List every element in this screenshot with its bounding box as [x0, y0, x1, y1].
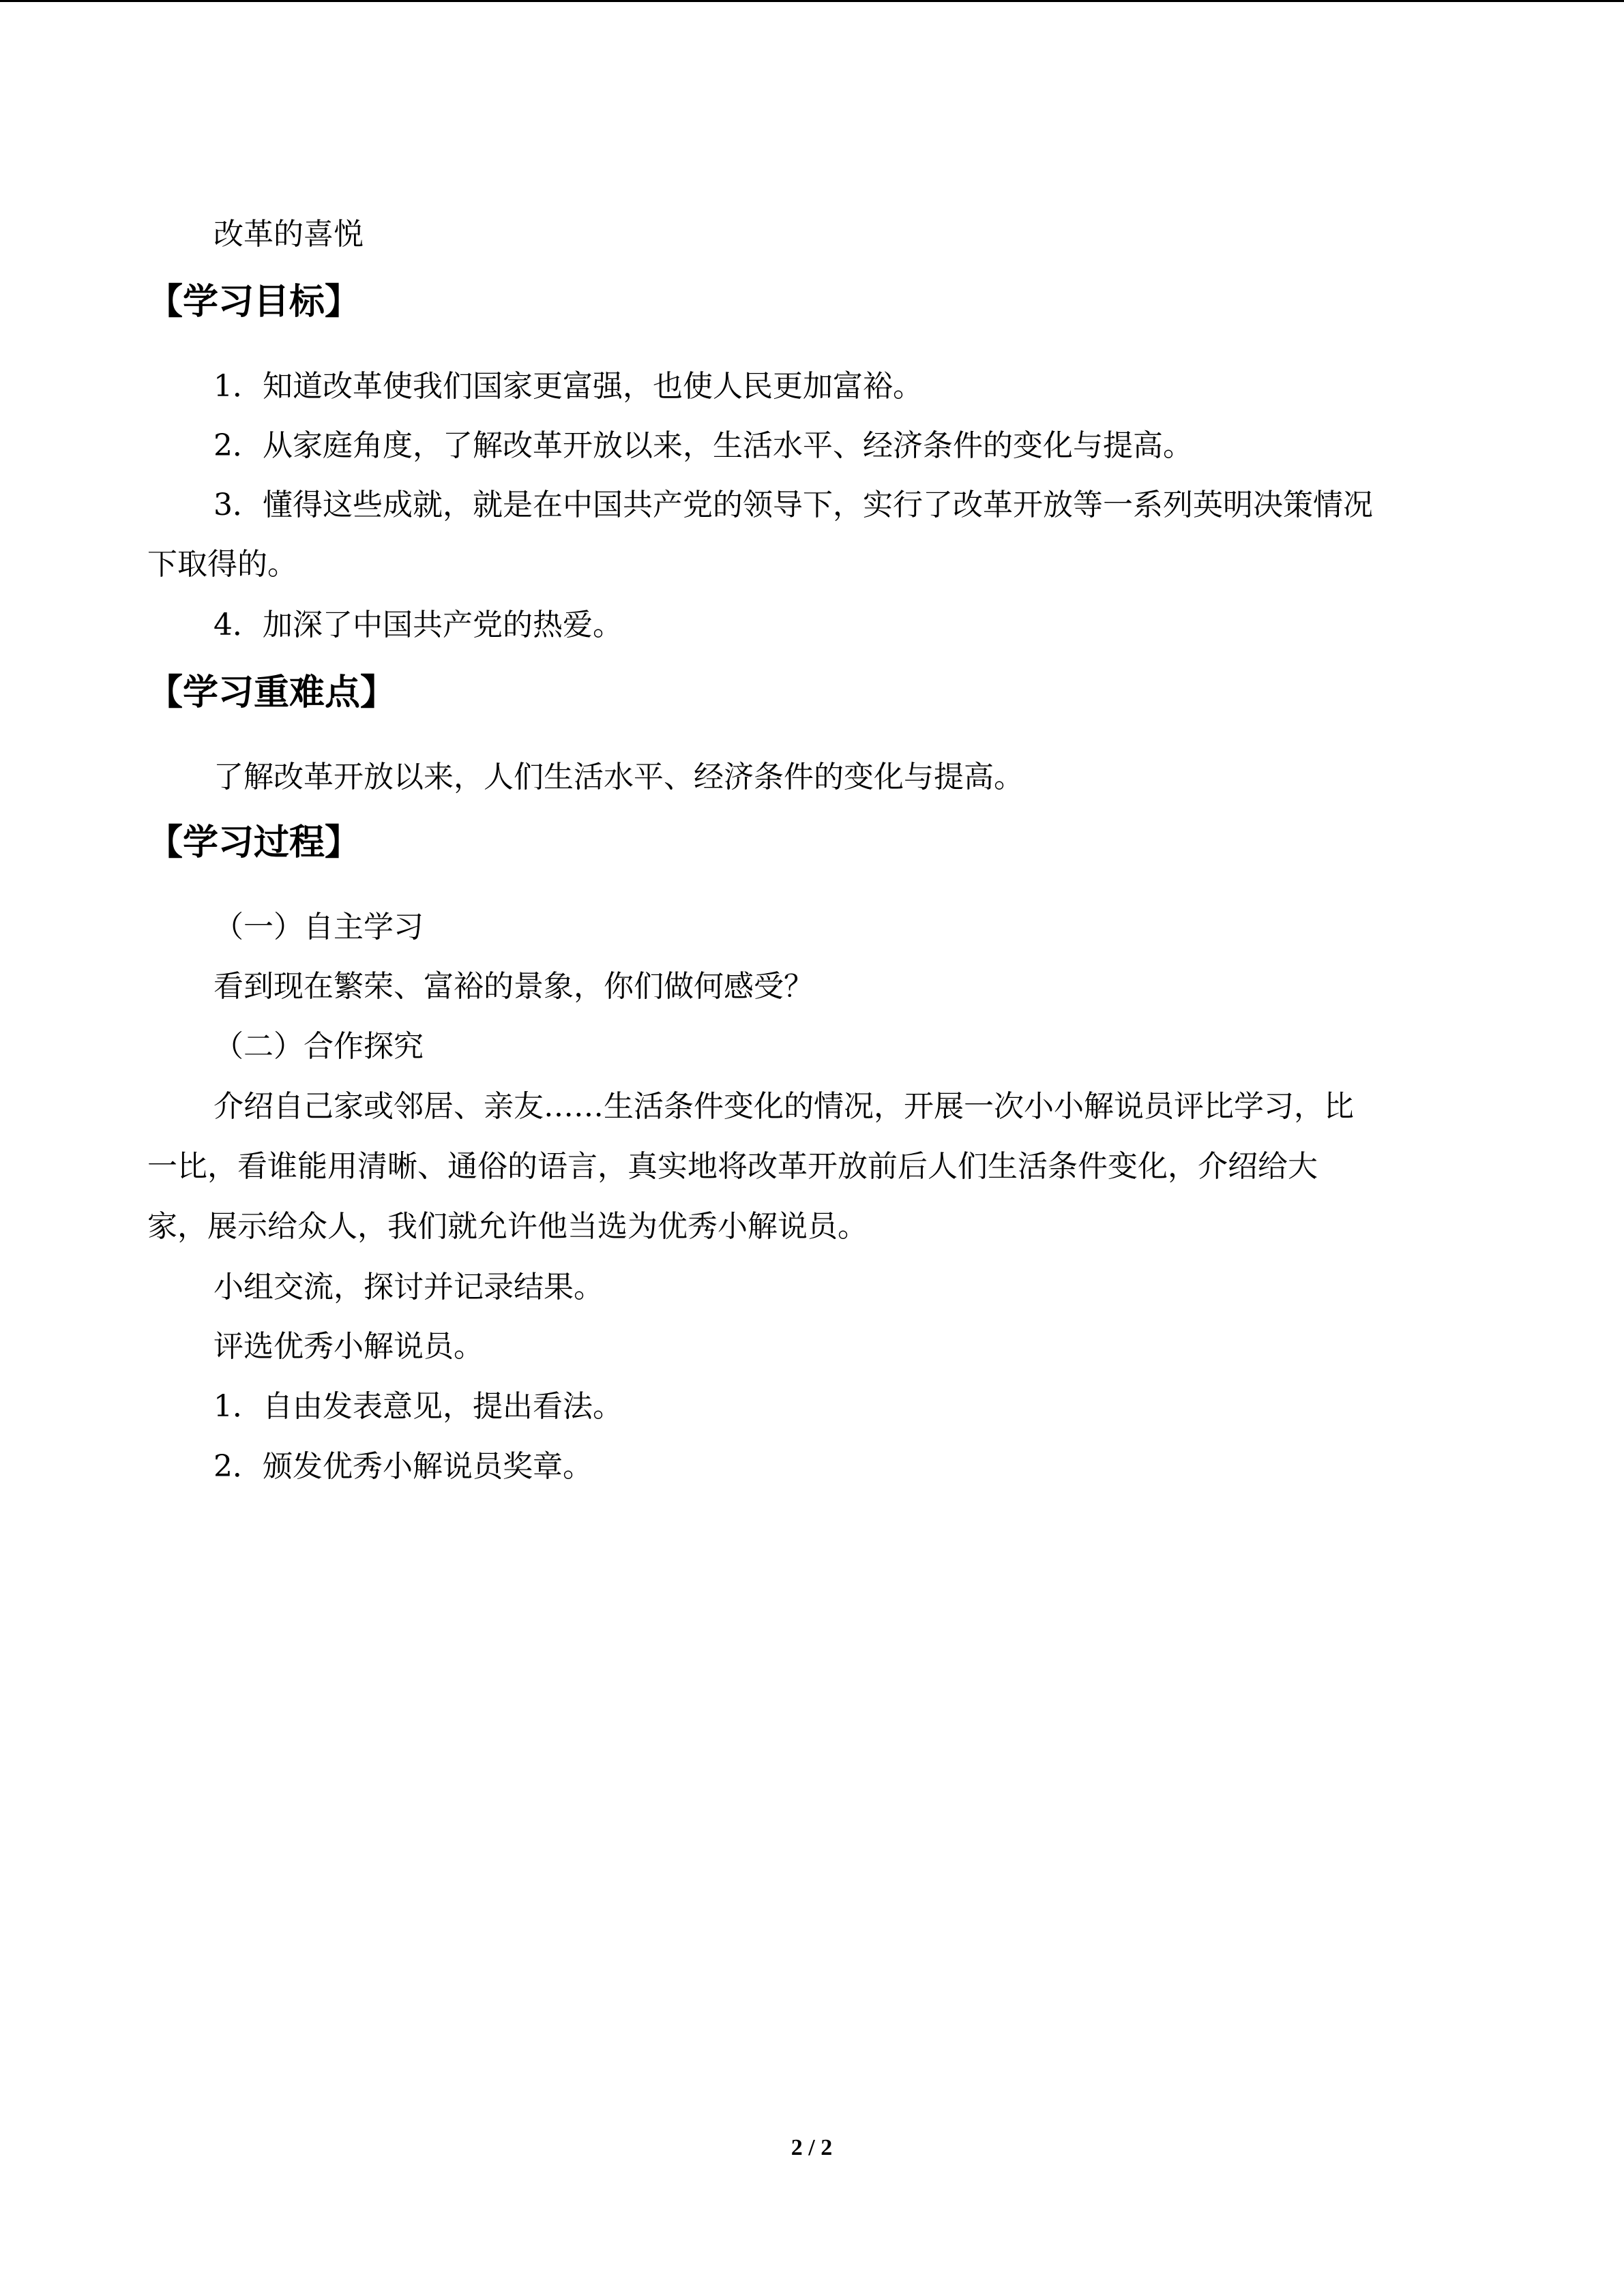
process-line-3: （二）合作探究: [213, 1029, 424, 1064]
goal-item-4: 4．加深了中国共产党的热爱。: [213, 608, 623, 642]
process-line-1: （一）自主学习: [213, 910, 424, 944]
goal-item-1: 1．知道改革使我们国家更富强，也使人民更加富裕。: [213, 369, 923, 404]
goal-item-3: 3．懂得这些成就，就是在中国共产党的领导下，实行了改革开放等一系列英明决策情况: [213, 488, 1373, 522]
goal-item-3-continued: 下取得的。: [147, 547, 297, 582]
page-number: 2 / 2: [791, 2135, 833, 2160]
process-line-10: 2．颁发优秀小解说员奖章。: [213, 1449, 593, 1484]
heading-key-points: 【学习重难点】: [147, 672, 396, 713]
document-title: 改革的喜悦: [213, 217, 364, 252]
process-line-8: 评选优秀小解说员。: [213, 1329, 484, 1364]
process-line-2: 看到现在繁荣、富裕的景象，你们做何感受？: [213, 969, 814, 1004]
heading-learning-goals: 【学习目标】: [147, 282, 361, 323]
process-line-7: 小组交流，探讨并记录结果。: [213, 1270, 604, 1304]
process-line-5: 一比，看谁能用清晰、通俗的语言，真实地将改革开放前后人们生活条件变化，介绍给大: [147, 1149, 1318, 1184]
heading-learning-process: 【学习过程】: [147, 822, 361, 863]
process-line-6: 家，展示给众人，我们就允许他当选为优秀小解说员。: [147, 1209, 868, 1244]
process-line-9: 1．自由发表意见，提出看法。: [213, 1389, 623, 1424]
goal-item-2: 2．从家庭角度，了解改革开放以来，生活水平、经济条件的变化与提高。: [213, 428, 1193, 463]
key-points-text: 了解改革开放以来，人们生活水平、经济条件的变化与提高。: [213, 760, 1024, 794]
process-line-4: 介绍自己家或邻居、亲友……生活条件变化的情况，开展一次小小解说员评比学习，比: [213, 1089, 1354, 1124]
